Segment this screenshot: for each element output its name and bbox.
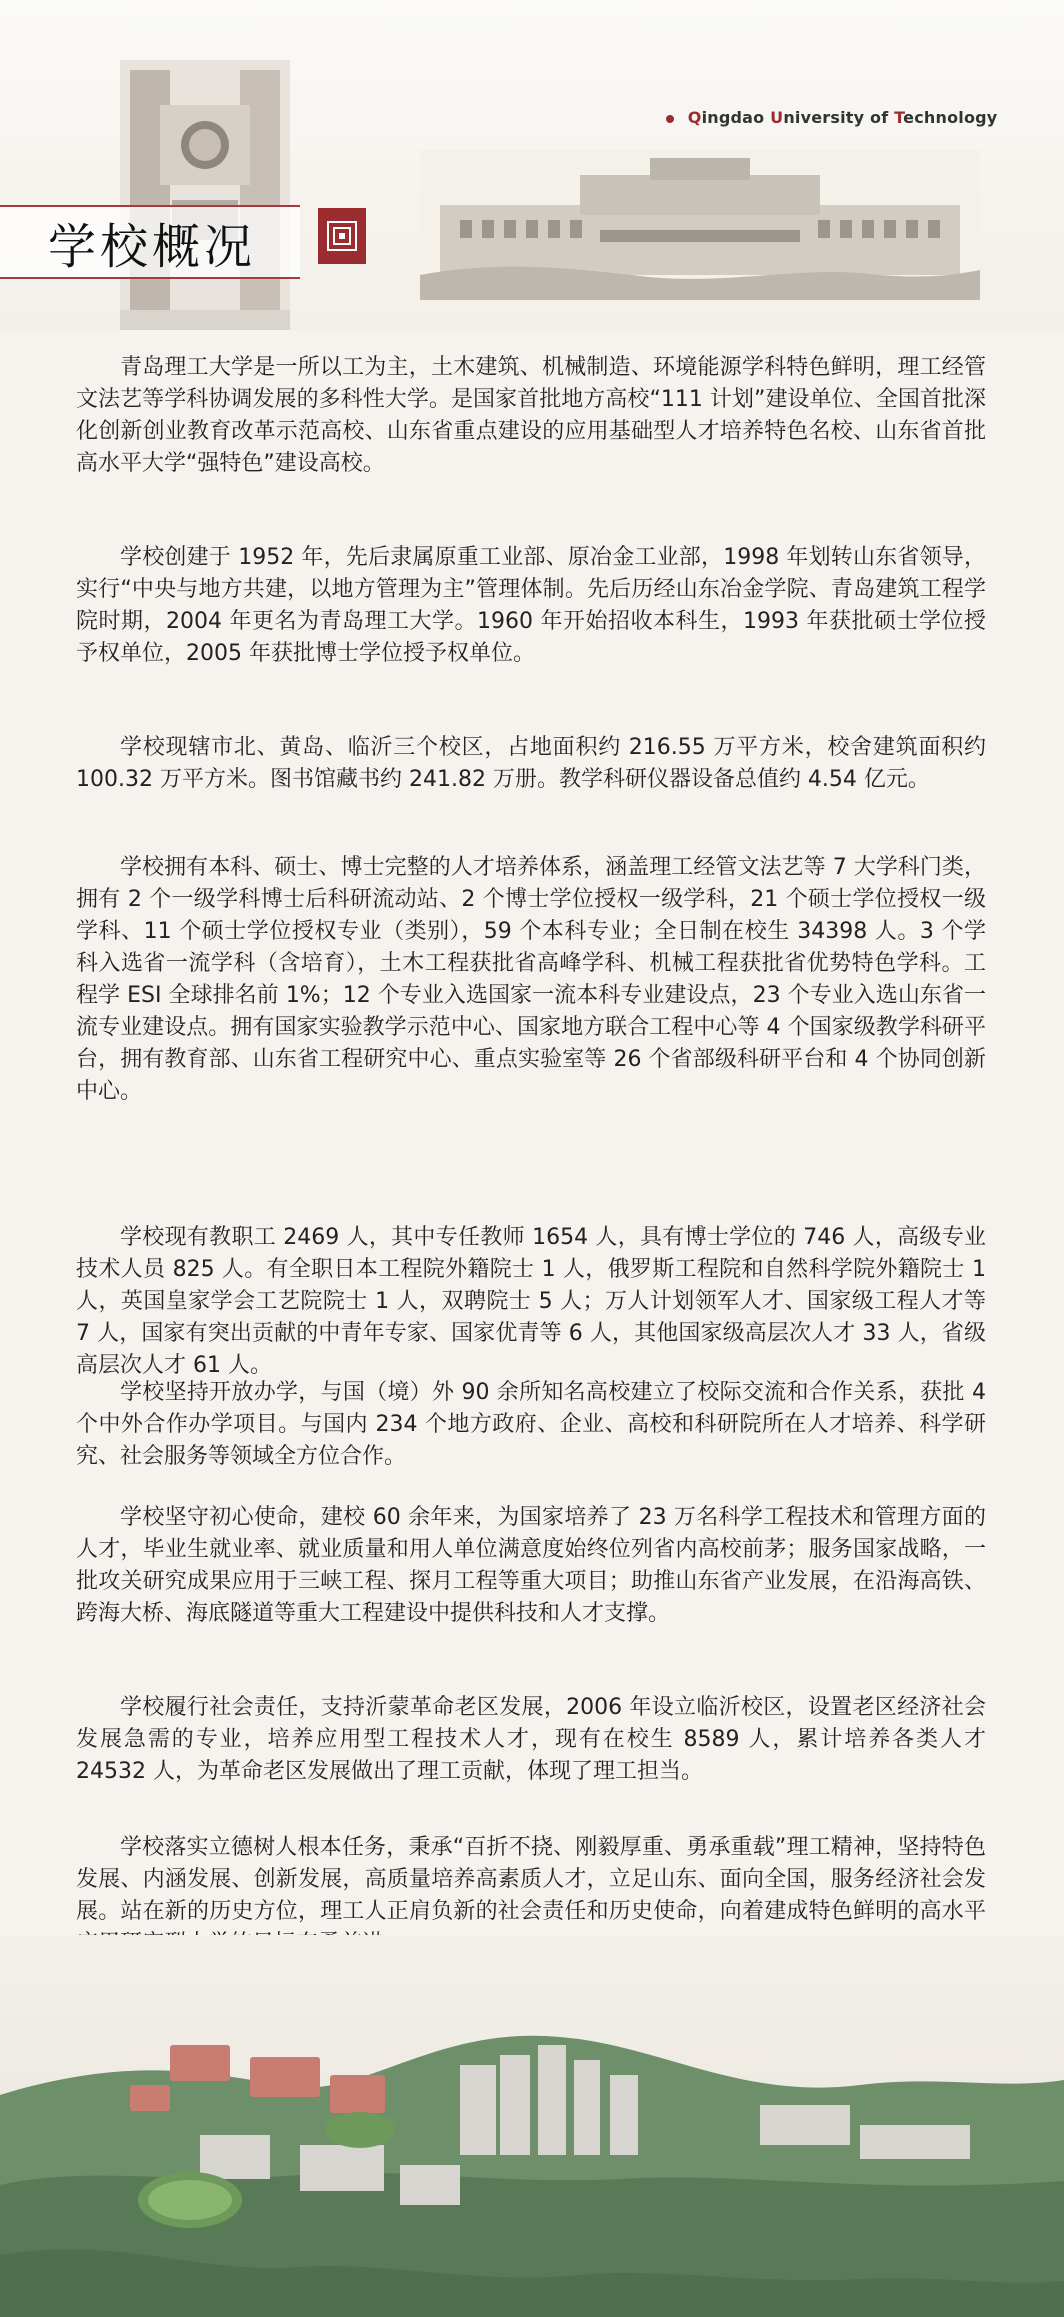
logo-text-ingdao: ingdao [701, 108, 771, 127]
main-building-illustration [420, 150, 980, 300]
paragraph-cooperation: 学校坚持开放办学，与国（境）外 90 余所知名高校建立了校际交流和合作关系，获批 4 个中外合作办学项目。与国内 234 个地方政府、企业、高校和科研院所在人才培养、科学研究、社会服务等领域全方位合作。 [76, 1380, 986, 1469]
university-logo-line [666, 108, 997, 127]
page-title: 学校概况 [48, 219, 257, 275]
logo-dot-icon [666, 115, 674, 123]
logo-letter-u: U [770, 108, 784, 127]
paragraph-mission: 学校坚守初心使命，建校 60 余年来，为国家培养了 23 万名科学工程技术和管理方面的人才，毕业生就业率、就业质量和用人单位满意度始终位列省内高校前茅；服务国家战略，一批攻关研究成果应用于三峡工程、探月工程等重大项目；助推山东省产业发展，在沿海高铁、跨海大桥、海底隧道等重大工程建设中提供科技和人才支撑。 [76, 1505, 986, 1626]
logo-text-niversity: niversity of [783, 108, 895, 127]
content-area [0, 320, 1064, 1924]
paragraph-education: 学校拥有本科、硕士、博士完整的人才培养体系，涵盖理工经管文法艺等 7 大学科门类，拥有 2 个一级学科博士后科研流动站、2 个博士学位授权一级学科，21 个硕士学位授权一级学科、11 个硕士学位授权专业（类别），59 个本科专业；全日制在校生 34398 人。3 个学科入选省一流学科（含培育），土木工程获批省高峰学科、机械工程获批省优势特色学科。工程学 ESI 全球排名前 1%；12 个专业入选国家一流本科专业建设点，23 个专业入选山东省一流专业建设点。拥有国家实验教学示范中心、国家地方联合工程中心等 4 个国家级教学科研平台，拥有教育部、山东省工程研究中心、重点实验室等 26 个省部级科研平台和 4 个协同创新中心。 [76, 855, 986, 1104]
paragraph-social-responsibility: 学校履行社会责任，支持沂蒙革命老区发展，2006 年设立临沂校区，设置老区经济社会发展急需的专业，培养应用型工程技术人才，现有在校生 8589 人，累计培养各类人才 24532 人，为革命老区发展做出了理工贡献，体现了理工担当。 [76, 1695, 986, 1784]
logo-text-echnology: echnology [903, 108, 998, 127]
paragraph-overview: 青岛理工大学是一所以工为主，土木建筑、机械制造、环境能源学科特色鲜明，理工经管文法艺等学科协调发展的多科性大学。是国家首批地方高校“111 计划”建设单位、全国首批深化创新创业教育改革示范高校、山东省重点建设的应用基础型人才培养特色名校、山东省首批高水平大学“强特色”建设高校。 [76, 355, 986, 476]
paragraph-faculty: 学校现有教职工 2469 人，其中专任教师 1654 人，具有博士学位的 746 人，高级专业技术人员 825 人。有全职日本工程院外籍院士 1 人，俄罗斯工程院和自然科学院外籍院士 1 人，英国皇家学会工艺院院士 1 人，双聘院士 5 人；万人计划领军人才、国家级工程人才等 7 人，国家有突出贡献的中青年专家、国家优青等 6 人，其他国家级高层次人才 33 人，省级高层次人才 61 人。 [76, 1225, 986, 1378]
logo-letter-q: Q [687, 108, 702, 127]
paragraph-campus: 学校现辖市北、黄岛、临沂三个校区，占地面积约 216.55 万平方米，校舍建筑面积约 100.32 万平方米。图书馆藏书约 241.82 万册。教学科研仪器设备总值约 4.54 亿元。 [76, 735, 986, 792]
seal-icon [318, 208, 366, 264]
campus-gate-illustration [120, 60, 290, 330]
paragraph-spirit: 学校落实立德树人根本任务，秉承“百折不挠、刚毅厚重、勇承重载”理工精神，坚持特色发展、内涵发展、创新发展，高质量培养高素质人才，立足山东、面向全国，服务经济社会发展。站在新的历史方位，理工人正肩负新的社会责任和历史使命，向着建成特色鲜明的高水平 [76, 1835, 986, 1924]
header [0, 0, 1064, 330]
campus-aerial-illustration [0, 1935, 1064, 2317]
paragraph-history: 学校创建于 1952 年，先后隶属原重工业部、原冶金工业部，1998 年划转山东省领导，实行“中央与地方共建，以地方管理为主”管理体制。先后历经山东冶金学院、青岛建筑工程学院时期，2004 年更名为青岛理工大学。1960 年开始招收本科生，1993 年获批硕士学位授予权单位，2005 年获批博士学位授予权单位。 [76, 545, 986, 666]
logo-letter-t: T [894, 108, 904, 127]
